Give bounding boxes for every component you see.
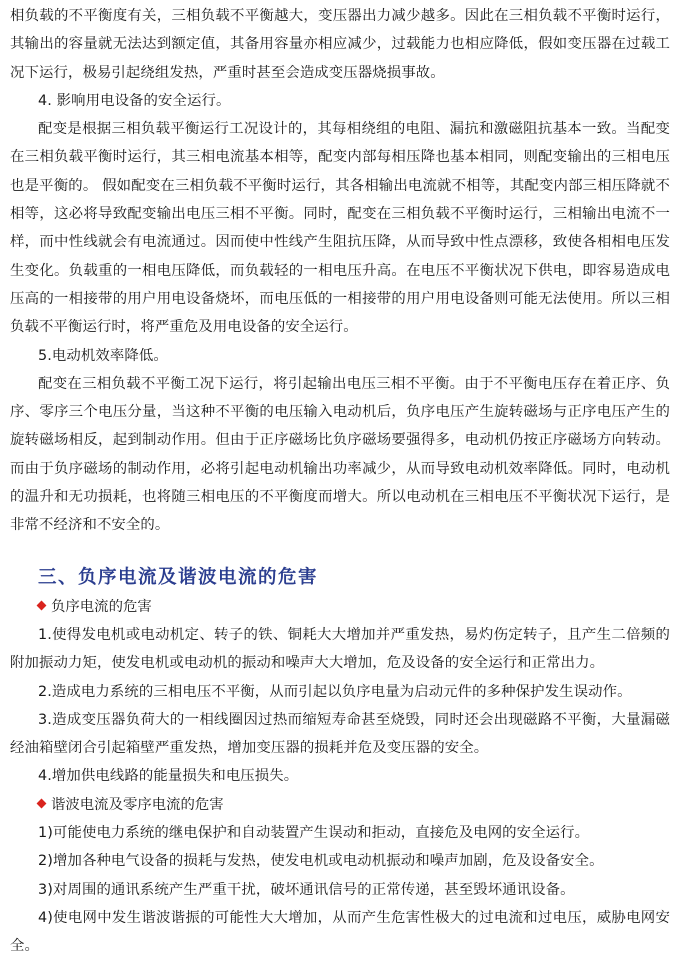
paragraph-motor-efficiency: 配变在三相负载不平衡工况下运行，将引起输出电压三相不平衡。由于不平衡电压存在着正序、负序、零序三个电压分量，当这种不平衡的电压输入电动机后，负序电压产生旋转磁场与正序电压产生的旋转磁场相反，起到制动作用。但由于正序磁场比负序磁场要强得多，电动机仍按正序磁场方向转动。而由于负序磁场的制动作用，必将引起电动机输出功率减少，从而导致电动机效率降低。同时，电动机的温升和无功损耗，也将随三相电压的不平衡度而增大。所以电动机在三相电压不平衡状况下运行，是非常不经济和不安全的。 [10,375,670,534]
paragraph-transformer-output: 相负载的不平衡度有关，三相负载不平衡越大，变压器出力减少越多。因此在三相负载不平衡时运行，其输出的容量就无法达到额定值，其备用容量亦相应减少，过载能力也相应降低，假如变压器在过载工况下运行，极易引起绕组发热，严重时甚至会造成变压器烧损事故。 [10,8,670,81]
list-item: 2)增加各种电气设备的损耗与发热，使发电机或电动机振动和噪声加剧，危及设备安全。 [38,853,604,870]
list-item: 4)使电网中发生谐波谐振的可能性大大增加，从而产生危害性极大的过电流和过电压，威胁电网安全。 [10,909,670,955]
bullet-heading-negative-sequence [10,593,670,621]
diamond-bullet-icon [37,600,47,610]
list-item: 3.造成变压器负荷大的一相线圈因过热而缩短寿命甚至烧毁，同时还会出现磁路不平衡，大量漏磁经油箱壁闭合引起箱壁严重发热，增加变压器的损耗并危及变压器的安全。 [10,711,670,757]
list-item: 3)对周围的通讯系统产生严重干扰，破坏通讯信号的正常传递，甚至毁坏通讯设备。 [38,881,575,898]
list-item: 2.造成电力系统的三相电压不平衡，从而引起以负序电量为启动元件的多种保护发生误动作。 [38,683,632,700]
heading-item-5: 5.电动机效率降低。 [38,347,168,364]
heading-item-4: 4. 影响用电设备的安全运行。 [38,92,231,109]
list-item: 4.增加供电线路的能量损失和电压损失。 [38,768,299,785]
bullet-heading-label: 谐波电流及零序电流的危害 [51,796,224,813]
paragraph-equipment-safety: 配变是根据三相负载平衡运行工况设计的，其每相绕组的电阻、漏抗和激磁阻抗基本一致。当配变在三相负载平衡时运行，其三相电流基本相等，配变内部每相压降也基本相同，则配变输出的三相电压也是平衡的。 假如配变在三相负载不平衡时运行，其各相输出电流就不相等，其配变内部三相压降就不相等，这必将导致配变输出电压三相不平衡。同时，配变在三相负载不平衡时运行，三相输出电流不一样，而中性线就会有电流通过。因而使中性线产生阻抗压降，从而导致中性点漂移，致使各相相电压发生变化。负载重的一相电压降低，而负载轻的一相电压升高。在电压不平衡状况下供电，即容易造成电压高的一相接带的用户用电设备烧坏，而电压低的一相接带的用户用电设备则可能无法使用。所以三相负载不平衡运行时，将严重危及用电设备的安全运行。 [10,121,670,336]
diamond-bullet-icon [37,798,47,808]
list-item: 1.使得发电机或电动机定、转子的铁、铜耗大大增加并严重发热，易灼伤定转子，且产生二倍频的附加振动力矩，使发电机或电动机的振动和噪声大大增加，危及设备的安全运行和正常出力。 [10,626,670,672]
bullet-heading-label: 负序电流的危害 [51,598,152,615]
section-title: 三、负序电流及谐波电流的危害 [38,566,319,588]
bullet-heading-harmonic [10,791,670,819]
list-item: 1)可能使电力系统的继电保护和自动装置产生误动和拒动，直接危及电网的安全运行。 [38,825,590,842]
